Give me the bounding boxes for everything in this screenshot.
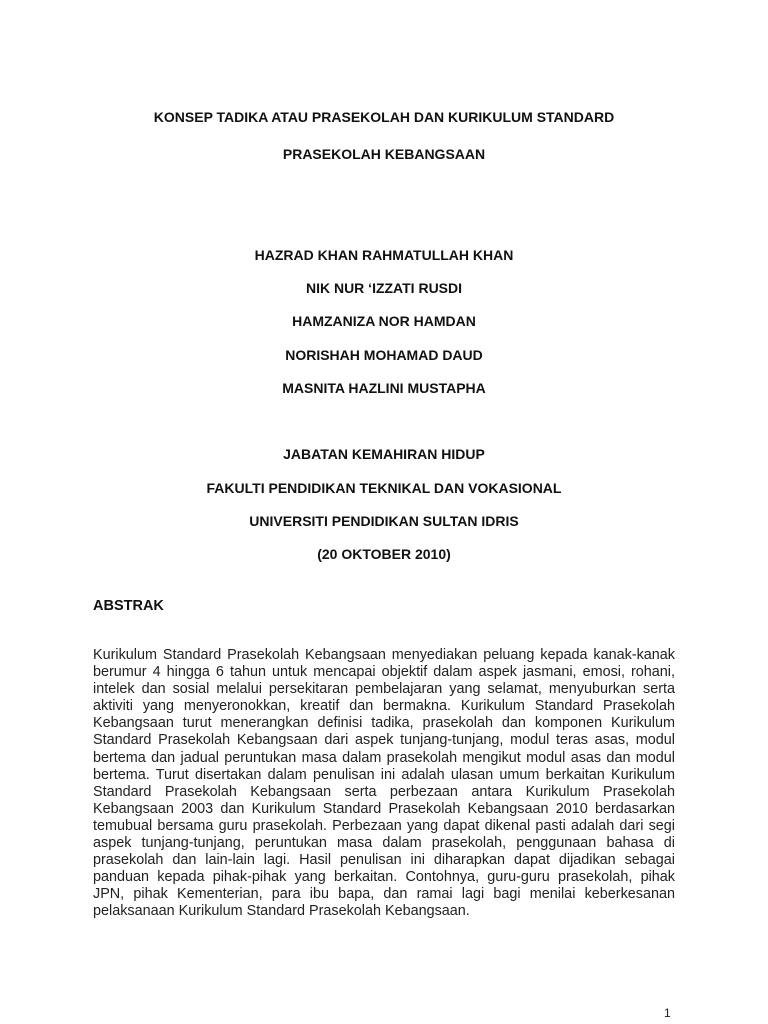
paper-title-line-2: PRASEKOLAH KEBANGSAAN bbox=[282, 146, 486, 162]
page-number: 1 bbox=[664, 1006, 671, 1020]
document-date: (20 OKTOBER 2010) bbox=[317, 546, 451, 562]
faculty-name: FAKULTI PENDIDIKAN TEKNIKAL DAN VOKASIONAL bbox=[206, 480, 562, 496]
abstract-body: Kurikulum Standard Prasekolah Kebangsaan menyediakan peluang kepada kanak-kanak berumur 4 hingga 6 tahun untuk mencapai objektif dalam aspek jasmani, emosi, rohani, intelek dan sosial melalui persekitaran pembelajaran yang selamat, menyuburkan serta aktiviti yang menyeronokkan, kreatif dan bermakna. Kurikulum Standard Prasekolah Kebangsaan turut menerangkan definisi tadika, prasekolah dan komponen Kurikulum Standard Prasekolah Kebangsaan dari aspek tunjang-tunjang, modul teras asas, modul bertema dan jadual peruntukan masa dalam prasekolah mengikut modul asas dan modul bertema. Turut disertakan dalam penulisan ini adalah ulasan umum berkaitan Kurikulum Standard Prasekolah Kebangsaan serta perbezaan antara Kurikulum Prasekolah Kebangsaan 2003 dan Kurikulum Standard Prasekolah Kebangsaan 2010 berdasarkan temubual bersama guru prasekolah. Perbezaan yang dapat dikenal pasti adalah dari segi aspek tunjang-tunjang, peruntukan masa dalam prasekolah, penggunaan bahasa di prasekolah dan lain-lain lagi. Hasil penulisan ini diharapkan dapat dijadikan sebagai panduan kepada pihak-pihak yang berkaitan. Contohnya, guru-guru prasekolah, pihak JPN, pihak Kementerian, para ibu bapa, dan ramai lagi bagi menilai keberkesanan pelaksanaan Kurikulum Standard Prasekolah Kebangsaan. bbox=[93, 647, 675, 920]
author-name: MASNITA HAZLINI MUSTAPHA bbox=[282, 380, 486, 396]
author-name: NORISHAH MOHAMAD DAUD bbox=[285, 347, 483, 363]
author-name: HAMZANIZA NOR HAMDAN bbox=[292, 313, 476, 329]
paper-title-line-1: KONSEP TADIKA ATAU PRASEKOLAH DAN KURIKULUM STANDARD bbox=[153, 109, 615, 125]
author-name: NIK NUR ‘IZZATI RUSDI bbox=[305, 280, 463, 296]
author-name: HAZRAD KHAN RAHMATULLAH KHAN bbox=[254, 247, 514, 263]
department-name: JABATAN KEMAHIRAN HIDUP bbox=[283, 446, 485, 462]
university-name: UNIVERSITI PENDIDIKAN SULTAN IDRIS bbox=[249, 513, 519, 529]
abstract-heading: ABSTRAK bbox=[93, 598, 164, 614]
